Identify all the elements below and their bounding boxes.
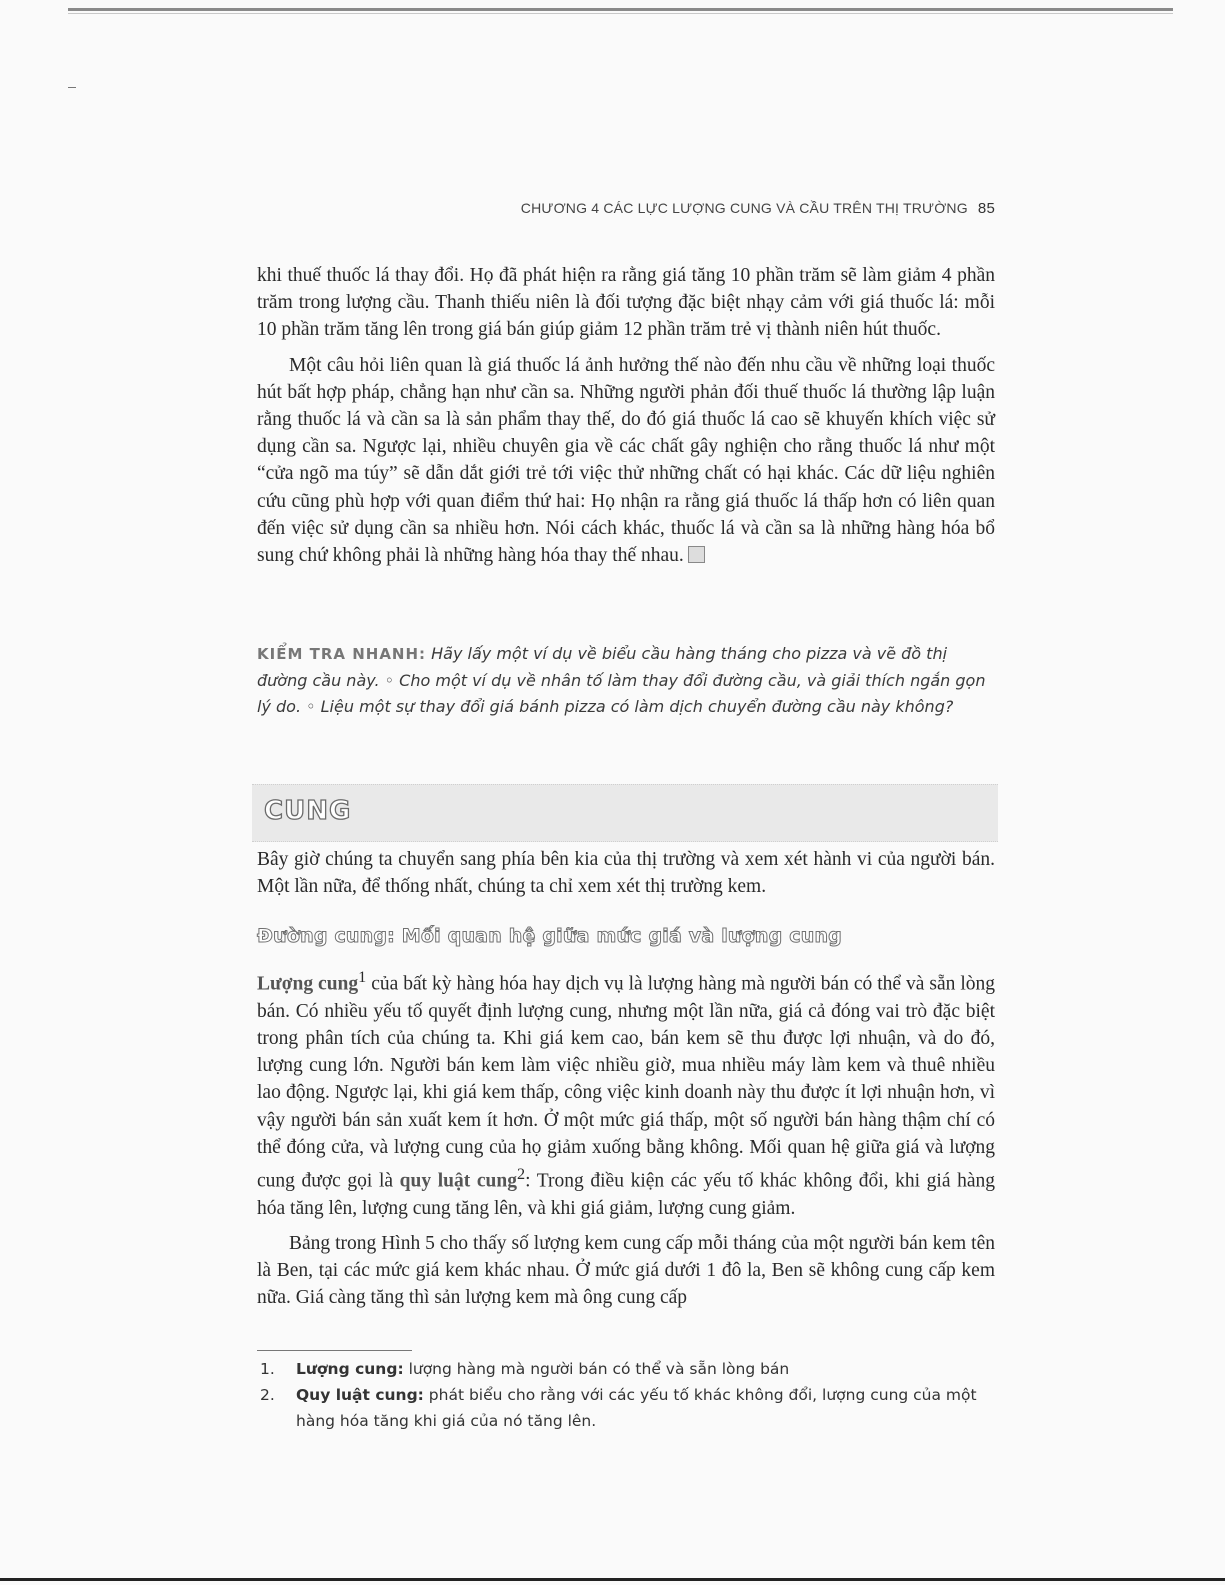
bottom-rule	[0, 1578, 1225, 1581]
footnote-label: Lượng cung:	[296, 1360, 404, 1378]
quick-quiz-lead: KIỂM TRA NHANH:	[257, 645, 427, 663]
term-quantity-supplied: Lượng cung	[257, 973, 359, 995]
term-law-of-supply: quy luật cung	[399, 1170, 517, 1192]
paragraph-2-text: Một câu hỏi liên quan là giá thuốc lá ảnh hưởng thế nào đến nhu cầu về những loại thuốc hút bất hợp pháp, chẳng hạn như cần sa. Những người phản đối thuế thuốc lá thường lập luận rằng thuốc lá và cần sa là sản phẩm thay thế, do đó giá thuốc lá cao sẽ khuyến khích việc sử dụng cần sa. Ngược lại, nhiều chuyên gia về các chất gây nghiện cho rằng thuốc lá như một “cửa ngõ ma túy” sẽ dẫn dắt giới trẻ tới việc thử những chất có hại khác. Các dữ liệu nghiên cứu cũng phù hợp với quan điểm thứ hai: Họ nhận ra rằng giá thuốc lá thấp hơn có liên quan đến việc sử dụng cần sa nhiều hơn. Nói cách khác, thuốc lá và cần sa là những hàng hóa bổ sung chứ không phải là những hàng hóa thay thế nhau.	[257, 354, 995, 567]
section-heading-band	[252, 784, 998, 842]
supply-text-1: của bất kỳ hàng hóa hay dịch vụ là lượng hàng mà người bán có thể và sẵn lòng bán. Có nhiều yếu tố quyết định lượng cung, nhưng một lần nữa, giá cả đóng vai trò đặc biệt trong phân tích của chúng ta. Khi giá kem cao, bán kem sẽ thu được lợi nhuận, và do đó, lượng cung lớn. Người bán kem làm việc nhiều giờ, mua nhiều máy làm kem và thuê nhiều lao động. Ngược lại, khi giá kem thấp, công việc kinh doanh này thu được ít lợi nhuận hơn, vì vậy người bán sản xuất kem ít hơn. Ở một mức giá thấp, một số người bán hàng thậm chí có thể đóng cửa, và lượng cung của họ giảm xuống bằng không. Mối quan hệ giữa giá và lượng cung được gọi là	[257, 973, 995, 1192]
figure-paragraph: Bảng trong Hình 5 cho thấy số lượng kem cung cấp mỗi tháng của một người bán kem tên là Ben, tại các mức giá kem khác nhau. Ở mức giá dưới 1 đô la, Ben sẽ không cung cấp kem nữa. Giá càng tăng thì sản lượng kem mà ông cung cấp	[257, 1232, 995, 1309]
footnote-text: lượng hàng mà người bán có thể và sẵn lòng bán	[403, 1360, 790, 1378]
paragraph-2	[257, 352, 995, 570]
top-rule	[68, 8, 1173, 11]
body-text-top	[257, 262, 995, 569]
quick-quiz	[257, 641, 995, 721]
footnote-ref-1: 1	[358, 968, 367, 986]
footnote-item	[260, 1382, 995, 1434]
footnote-rule	[257, 1350, 412, 1351]
top-rule-thin	[68, 13, 1173, 14]
footnote-number: 2.	[260, 1386, 275, 1404]
section-intro	[257, 846, 995, 900]
section-title: CUNG	[264, 796, 352, 826]
supply-text-2: : Trong điều kiện các yếu tố khác không đổi, khi giá hàng hóa tăng lên, lượng cung tăng lên, và khi giá giảm, lượng cung giảm.	[257, 1170, 996, 1219]
margin-mark	[68, 87, 76, 88]
paragraph-1: khi thuế thuốc lá thay đổi. Họ đã phát hiện ra rằng giá tăng 10 phần trăm sẽ làm giảm 4 phần trăm trong lượng cầu. Thanh thiếu niên là đối tượng đặc biệt nhạy cảm với giá thuốc lá: mỗi 10 phần trăm tăng lên trong giá bán giúp giảm 12 phần trăm trẻ vị thành niên hút thuốc.	[257, 265, 995, 341]
running-title: CHƯƠNG 4 CÁC LỰC LƯỢNG CUNG VÀ CẦU TRÊN THỊ TRƯỜNG	[520, 200, 968, 216]
quick-quiz-text: Hãy lấy một ví dụ về biểu cầu hàng tháng cho pizza và vẽ đồ thị đường cầu này. ◦ Cho một ví dụ về nhân tố làm thay đổi đường cầu, và giải thích ngắn gọn lý do. ◦ Liệu một sự thay đổi giá bánh pizza có làm dịch chuyển đường cầu này không?	[257, 644, 986, 716]
footnote-number: 1.	[260, 1360, 275, 1378]
footnotes	[260, 1356, 995, 1434]
footnote-ref-2: 2	[516, 1164, 526, 1183]
body-text-supply	[257, 964, 995, 1311]
footnote-label: Quy luật cung:	[296, 1386, 424, 1404]
subheading: Đường cung: Mối quan hệ giữa mức giá và lượng cung	[257, 925, 842, 947]
end-of-box-icon	[688, 546, 705, 563]
footnote-item	[260, 1356, 995, 1382]
page-number: 85	[977, 200, 995, 217]
section-intro-text: Bây giờ chúng ta chuyển sang phía bên kia của thị trường và xem xét hành vi của người bán. Một lần nữa, để thống nhất, chúng ta chỉ xem xét thị trường kem.	[257, 849, 995, 898]
supply-paragraph	[257, 964, 995, 1222]
footnote-text: phát biểu cho rằng với các yếu tố khác không đổi, lượng cung của một hàng hóa tăng khi giá của nó tăng lên.	[296, 1386, 977, 1430]
running-header	[520, 200, 995, 217]
